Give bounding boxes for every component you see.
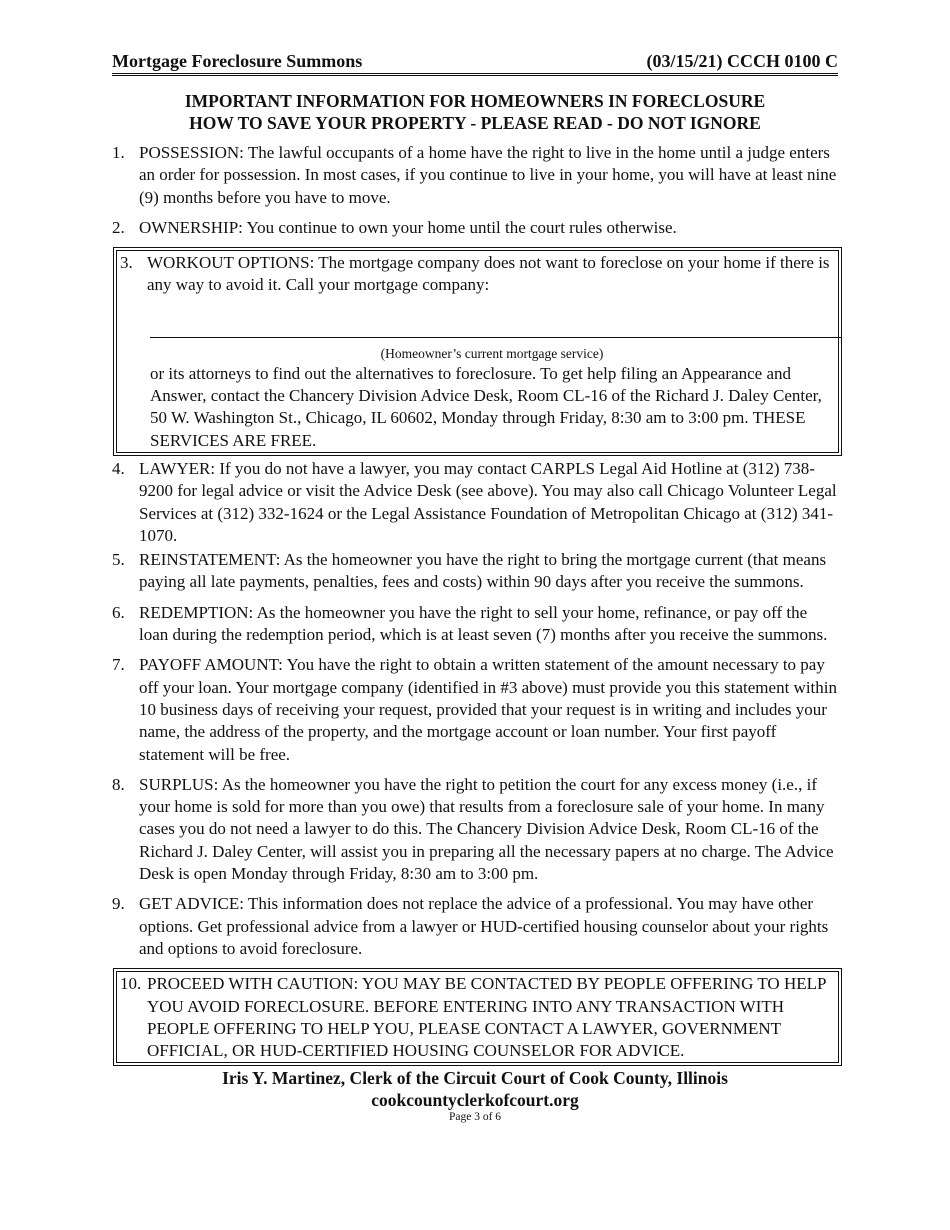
item-number: 7. bbox=[112, 655, 125, 675]
item-text: REINSTATEMENT: As the homeowner you have the right to bring the mortgage current (that means paying all late payments, penalties, fees and costs) within 90 days after you receive the summons. bbox=[139, 550, 827, 592]
notice-title-line-2: HOW TO SAVE YOUR PROPERTY - PLEASE READ - DO NOT IGNORE bbox=[189, 113, 761, 133]
item-ownership bbox=[112, 217, 838, 239]
item-lawyer bbox=[112, 458, 838, 547]
notice-title bbox=[112, 90, 838, 134]
proceed-with-caution-box bbox=[113, 968, 842, 1066]
item-text: SURPLUS: As the homeowner you have the right to petition the court for any excess money (i.e., if your home is sold for more than you owe) that results from a foreclosure sale of your home. In many cases you do not need a lawyer to do this. The Chancery Division Advice Desk, Room CL-16 of the Richard J. Daley Center, will assist you in preparing all the necessary papers at no charge. The Advice Desk is open Monday through Friday, 8:30 am to 3:00 pm. bbox=[139, 774, 834, 884]
document-page bbox=[112, 50, 838, 1124]
item-possession bbox=[112, 142, 838, 209]
workout-options-box bbox=[113, 247, 842, 456]
item-get-advice bbox=[112, 893, 838, 960]
item-text: GET ADVICE: This information does not replace the advice of a professional. You may have other options. Get professional advice from a lawyer or HUD-certified housing counselor about your rights and options to avoid foreclosure. bbox=[139, 894, 829, 958]
page-number: Page 3 of 6 bbox=[448, 1111, 502, 1124]
item-workout-options bbox=[120, 252, 834, 297]
item-number: 1. bbox=[112, 143, 125, 162]
workout-options-continuation: or its attorneys to find out the alternatives to foreclosure. To get help filing an Appearance and Answer, contact the Chancery Division Advice Desk, Room CL-16 of the Richard J. Daley Center, 50 W. Washington St., Chicago, IL 60602, Monday through Friday, 8:30 am to 3:00 pm. THESE SERVICES ARE FREE. bbox=[150, 363, 822, 450]
item-surplus bbox=[112, 774, 838, 885]
item-reinstatement bbox=[112, 549, 838, 594]
mortgage-servicer-caption: (Homeowner’s current mortgage service) bbox=[380, 345, 604, 361]
item-text: WORKOUT OPTIONS: The mortgage company does not want to foreclose on your home if there is any way to avoid it. Call your mortgage company: bbox=[147, 253, 830, 295]
item-number: 6. bbox=[112, 602, 125, 622]
item-payoff-amount bbox=[112, 654, 838, 765]
item-redemption bbox=[112, 602, 838, 647]
item-number: 5. bbox=[112, 550, 125, 570]
item-number: 9. bbox=[112, 894, 125, 914]
item-number: 10. bbox=[120, 974, 142, 994]
clerk-name: Iris Y. Martinez, Clerk of the Circuit Court of Cook County, Illinois bbox=[222, 1068, 728, 1089]
item-proceed-with-caution bbox=[120, 973, 834, 1062]
item-text: REDEMPTION: As the homeowner you have the right to sell your home, refinance, or pay off the loan during the redemption period, which is at least seven (7) months after you receive the summons. bbox=[139, 602, 828, 645]
item-text: LAWYER: If you do not have a lawyer, you may contact CARPLS Legal Aid Hotline at (312) 738-9200 for legal advice or visit the Advice Desk (see above). You may also call Chicago Volunteer Legal Services at (312) 332-1624 or the Legal Assistance Foundation of Metropolitan Chicago at (312) 341-1070. bbox=[139, 458, 837, 545]
page-footer bbox=[112, 1067, 838, 1111]
page-header bbox=[112, 50, 838, 76]
item-text: PAYOFF AMOUNT: You have the right to obtain a written statement of the amount necessary to pay off your loan. Your mortgage company (identified in #3 above) must provide you this statement within 10 business days of receiving your request, provided that your request is in writing and includes your name, the address of the property, and the mortgage account or loan number. Your first payoff statement will be free. bbox=[139, 655, 837, 764]
clerk-website: cookcountyclerkofcourt.org bbox=[371, 1090, 579, 1111]
item-number: 4. bbox=[112, 458, 125, 478]
item-text: OWNERSHIP: You continue to own your home until the court rules otherwise. bbox=[139, 217, 677, 237]
item-number: 3. bbox=[120, 253, 133, 273]
item-text: PROCEED WITH CAUTION: YOU MAY BE CONTACTED BY PEOPLE OFFERING TO HELP YOU AVOID FORECLOSURE. BEFORE ENTERING INTO ANY TRANSACTION WITH PEOPLE OFFERING TO HELP YOU, PLEASE CONTACT A LAWYER, GOVERNMENT OFFICIAL, OR HUD-CERTIFIED HOUSING COUNSELOR FOR ADVICE. bbox=[147, 974, 826, 1061]
form-code: (03/15/21) CCCH 0100 C bbox=[646, 51, 838, 71]
item-number: 8. bbox=[112, 774, 125, 794]
notice-title-line-1: IMPORTANT INFORMATION FOR HOMEOWNERS IN FORECLOSURE bbox=[184, 91, 766, 111]
form-title: Mortgage Foreclosure Summons bbox=[112, 51, 363, 71]
item-text: POSSESSION: The lawful occupants of a home have the right to live in the home until a judge enters an order for possession. In most cases, if you continue to live in your home, you will have at least nine (9) months before you have to move. bbox=[139, 143, 837, 207]
item-number: 2. bbox=[112, 217, 125, 237]
mortgage-servicer-blank-line bbox=[150, 297, 842, 338]
